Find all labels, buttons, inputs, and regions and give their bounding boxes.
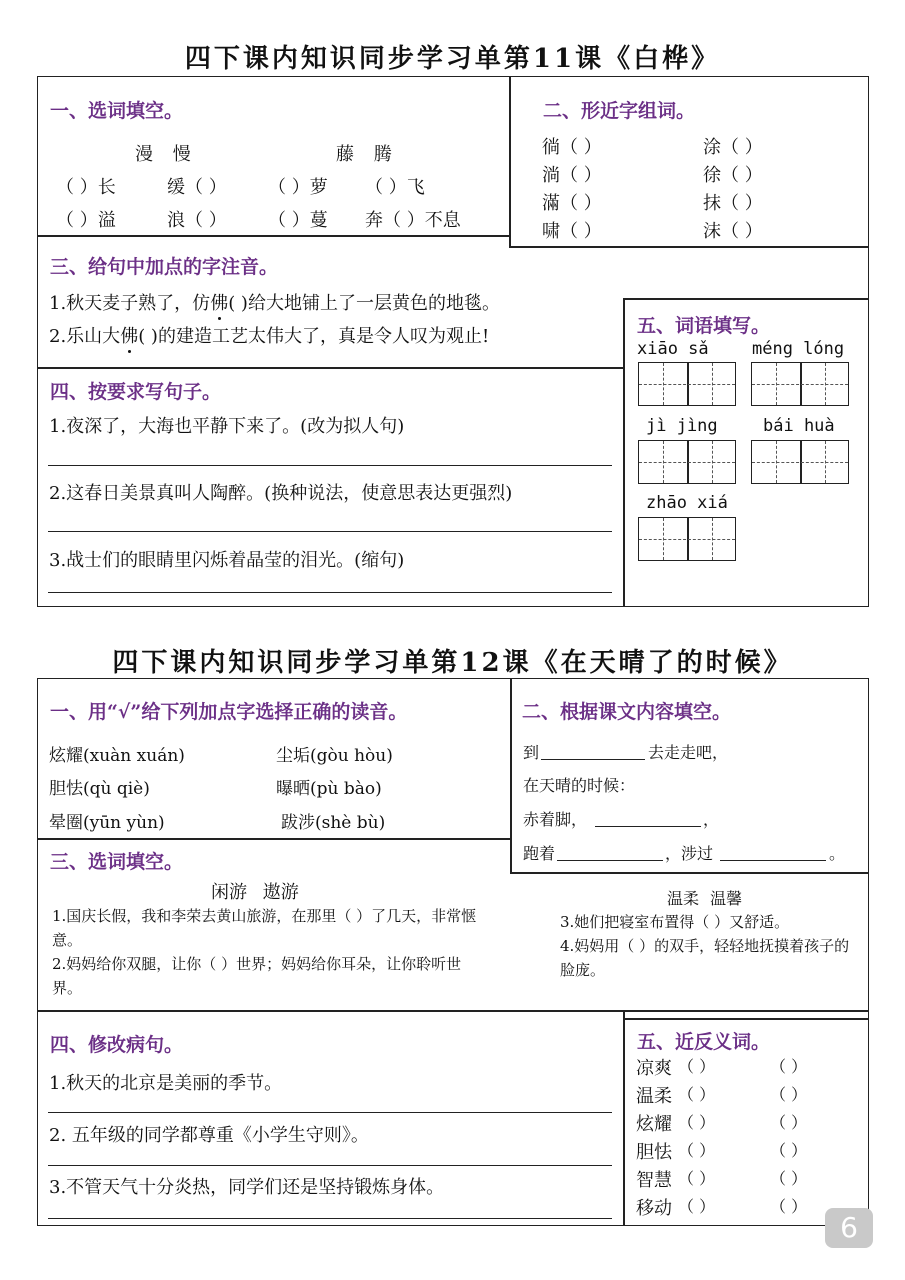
divider — [37, 235, 510, 237]
answer-line[interactable] — [48, 531, 612, 532]
section1-heading: 一、用“√”给下列加点字选择正确的读音。 — [50, 701, 408, 723]
answer-blank[interactable] — [595, 826, 701, 827]
fill-item: （ ）溢 — [56, 210, 116, 231]
reading-item: 尘垢(gòu hòu) — [276, 746, 393, 766]
char-item: 淌（ ） — [542, 165, 602, 186]
char-item: 抹（ ） — [703, 193, 763, 214]
pinyin-label: méng lóng — [752, 339, 845, 359]
synonym-word: 凉爽 — [636, 1058, 672, 1079]
sentence-question-3: 3.战士们的眼睛里闪烁着晶莹的泪光。(缩句) — [49, 550, 405, 571]
fill-text: 在天晴的时候： — [523, 776, 636, 795]
section3-heading: 三、给句中加点的字注音。 — [50, 256, 279, 278]
char-item: 沫（ ） — [703, 221, 763, 242]
answer-blank[interactable] — [541, 759, 645, 760]
fill-item: 浪（ ） — [167, 210, 227, 231]
answer-blank[interactable] — [557, 860, 663, 861]
section5-heading: 五、近反义词。 — [637, 1031, 771, 1053]
divider — [37, 838, 511, 840]
synonym-word: 炫耀 — [636, 1114, 672, 1135]
fill-item: （ ）长 — [56, 177, 116, 198]
tianzige-box[interactable] — [638, 440, 736, 484]
worksheet1-title: 四下课内知识同步学习单第11课《白桦》 — [184, 44, 721, 74]
answer-line[interactable] — [48, 1165, 612, 1166]
divider — [509, 76, 511, 247]
char-item: 徐（ ） — [703, 165, 763, 186]
tianzige-box[interactable] — [751, 440, 849, 484]
synonym-word: 胆怯 — [636, 1142, 672, 1163]
blank[interactable]: （ ） — [770, 1057, 808, 1076]
word-choices-a: 漫 慢 — [135, 144, 191, 165]
blank[interactable]: （ ） — [770, 1197, 808, 1216]
fill-question-1: 1.国庆长假，我和李荣去黄山旅游，在那里（ ）了几天，非常惬意。 — [52, 907, 477, 949]
pinyin-label: xiāo sǎ — [637, 339, 709, 359]
section5-heading: 五、词语填写。 — [637, 315, 771, 337]
fill-text: 到 — [523, 743, 540, 762]
char-item: 徜（ ） — [542, 137, 602, 158]
sentence-question-1: 1.秋天的北京是美丽的季节。 — [49, 1073, 283, 1094]
fill-item: （ ）飞 — [365, 177, 425, 198]
word-choices-b: 温柔 温馨 — [667, 889, 743, 908]
sentence-question-1: 1.夜深了，大海也平静下来了。(改为拟人句) — [49, 416, 405, 437]
divider — [509, 246, 869, 248]
fill-question-3: 3.她们把寝室布置得（ ）又舒适。 — [560, 913, 790, 931]
blank[interactable]: （ ） — [678, 1141, 716, 1160]
word-choices-a: 闲游 遨游 — [211, 882, 299, 903]
fill-item: 缓（ ） — [167, 177, 227, 198]
blank[interactable]: （ ） — [678, 1057, 716, 1076]
pinyin-label: bái huà — [763, 416, 835, 436]
fill-text: 去走走吧， — [648, 743, 729, 762]
pinyin-label: zhāo xiá — [646, 493, 728, 513]
answer-line[interactable] — [48, 592, 612, 593]
divider — [510, 678, 512, 873]
divider — [37, 1010, 869, 1012]
reading-item: 晕圈(yūn yùn) — [49, 813, 165, 833]
blank[interactable]: （ ） — [770, 1113, 808, 1132]
answer-line[interactable] — [48, 465, 612, 466]
blank[interactable]: （ ） — [770, 1141, 808, 1160]
sentence-question-2: 2.这春日美景真叫人陶醉。(换种说法，使意思表达更强烈) — [49, 483, 513, 504]
blank[interactable]: （ ） — [678, 1197, 716, 1216]
page-number-badge: 6 — [825, 1208, 873, 1248]
blank[interactable]: （ ） — [678, 1113, 716, 1132]
reading-item: 胆怯(qù qiè) — [49, 779, 150, 799]
section2-heading: 二、根据课文内容填空。 — [522, 701, 732, 723]
fill-item: （ ）蔓 — [268, 210, 328, 231]
tianzige-box[interactable] — [638, 517, 736, 561]
divider — [623, 298, 625, 607]
section2-heading: 二、形近字组词。 — [543, 100, 696, 122]
tianzige-box[interactable] — [638, 362, 736, 406]
divider — [623, 298, 869, 300]
section3-heading: 三、选词填空。 — [50, 851, 184, 873]
char-item: 啸（ ） — [542, 221, 602, 242]
word-choices-b: 藤 腾 — [336, 144, 392, 165]
answer-blank[interactable] — [720, 860, 826, 861]
blank[interactable]: （ ） — [678, 1085, 716, 1104]
divider — [510, 872, 869, 874]
divider — [623, 1010, 625, 1226]
pinyin-question-2: 2.乐山大佛( )的建造工艺太伟大了，真是令人叹为观止! — [49, 322, 489, 348]
blank[interactable]: （ ） — [770, 1169, 808, 1188]
reading-item: 炫耀(xuàn xuán) — [49, 746, 185, 766]
synonym-word: 移动 — [636, 1198, 672, 1219]
section4-heading: 四、修改病句。 — [50, 1034, 184, 1056]
fill-question-2: 2.妈妈给你双腿，让你（ ）世界；妈妈给你耳朵，让你聆听世界。 — [52, 955, 462, 997]
answer-line[interactable] — [48, 1218, 612, 1219]
fill-text: ， — [703, 810, 720, 829]
sentence-question-3: 3.不管天气十分炎热，同学们还是坚持锻炼身体。 — [49, 1177, 445, 1198]
divider — [623, 1018, 869, 1020]
fill-text: 赤着脚， — [523, 810, 588, 829]
answer-line[interactable] — [48, 1112, 612, 1113]
synonym-word: 温柔 — [636, 1086, 672, 1107]
blank[interactable]: （ ） — [678, 1169, 716, 1188]
fill-item: 奔（ ）不息 — [365, 210, 461, 231]
char-item: 滿（ ） — [542, 193, 602, 214]
worksheet2-title: 四下课内知识同步学习单第12课《在天晴了的时候》 — [112, 648, 793, 678]
fill-question-4: 4.妈妈用（ ）的双手，轻轻地抚摸着孩子的脸庞。 — [560, 937, 850, 979]
tianzige-box[interactable] — [751, 362, 849, 406]
reading-item: 曝晒(pù bào) — [276, 779, 382, 799]
fill-text: 。 — [829, 844, 846, 863]
synonym-word: 智慧 — [636, 1170, 672, 1191]
char-item: 涂（ ） — [703, 137, 763, 158]
fill-text: 跑着 — [523, 844, 556, 863]
sentence-question-2: 2. 五年级的同学都尊重《小学生守则》。 — [49, 1125, 369, 1146]
fill-text: ，涉过 — [665, 844, 714, 863]
divider — [37, 367, 624, 369]
section1-heading: 一、选词填空。 — [50, 100, 184, 122]
reading-item: 跋涉(shè bù) — [281, 813, 386, 833]
blank[interactable]: （ ） — [770, 1085, 808, 1104]
section4-heading: 四、按要求写句子。 — [50, 381, 222, 403]
pinyin-label: jì jìng — [646, 416, 718, 436]
fill-item: （ ）萝 — [268, 177, 328, 198]
pinyin-question-1: 1.秋天麦子熟了，仿佛( )给大地铺上了一层黄色的地毯。 — [49, 289, 500, 315]
